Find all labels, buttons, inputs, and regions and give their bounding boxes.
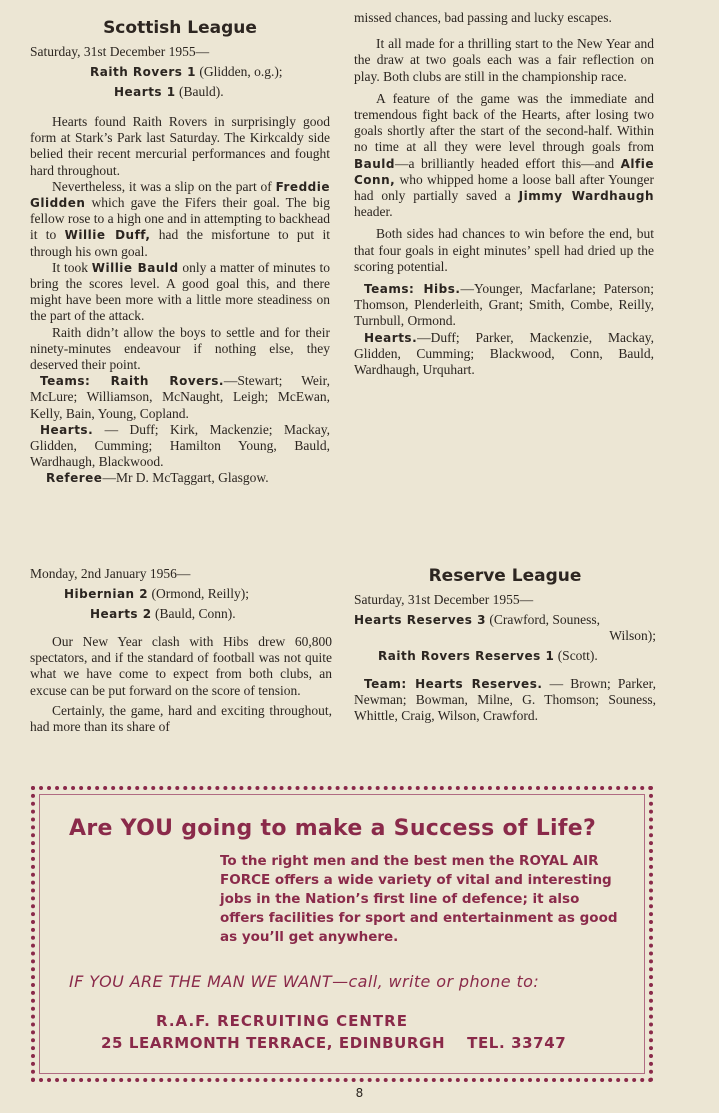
text: Nevertheless, it was a slip on the part of [52, 178, 276, 194]
referee-name: —Mr D. McTaggart, Glasgow. [102, 470, 269, 486]
text: men and the [308, 853, 414, 869]
page-number: 8 [355, 1086, 364, 1100]
result-line-cont [354, 628, 656, 644]
teams-paragraph [354, 330, 654, 379]
hibs-match-section [30, 566, 332, 735]
result-line [354, 612, 656, 628]
report-paragraph: Certainly, the game, hard and exciting throughout, had more than its share of [30, 702, 332, 735]
text: who whipped home a loose ball after Younger had only partially saved a [354, 171, 654, 204]
player-name: Alfie Conn, [354, 156, 654, 187]
advert-call-to-action: IF YOU ARE THE MAN WE WANT—call, write or phone to: [69, 972, 540, 991]
result-line [30, 64, 330, 80]
team-score: Raith Rovers 1 [90, 65, 196, 79]
team-lineup: —Duff; Parker, Mackenzie, Mackay, Glidden, Cumming; Blackwood, Conn, Bauld, Wardhaugh, Urquhart. [354, 329, 654, 378]
text: To the [220, 853, 272, 869]
teams-label: Team: Hearts Reserves. [364, 677, 543, 691]
report-paragraph: missed chances, bad passing and lucky escapes. [354, 10, 612, 25]
text: men the ROYAL AIR FORCE offers a wide variety of vital and interesting jobs in the Nation’s first line of defence; it also offers facilities for sport and entertainment as good as you’ll get anywhere. [220, 853, 618, 945]
teams-label: Hearts. [40, 422, 94, 437]
report-paragraph [354, 91, 654, 221]
reserve-league-section [354, 562, 656, 725]
teams-paragraph [30, 373, 330, 422]
team-score: Hibernian 2 [64, 587, 149, 601]
team-score: Hearts 1 [114, 85, 176, 99]
report-paragraph [30, 179, 330, 260]
recruiting-centre-name: R.A.F. RECRUITING CENTRE [156, 1012, 408, 1030]
advert-body [220, 852, 625, 947]
referee-line [30, 470, 330, 486]
text-emphasis: right [271, 853, 309, 869]
teams-label: Teams: Raith Rovers. [40, 374, 224, 389]
result-line [354, 648, 656, 664]
teams-label: Hearts. [364, 330, 418, 345]
match-date: Saturday, 31st December 1955— [30, 44, 210, 59]
player-name: Bauld [354, 156, 395, 171]
text: which gave the Fifers their goal. The big fellow rose to a high one and in attempting to backhead it to [30, 195, 330, 243]
team-score: Hearts 2 [90, 607, 152, 621]
scorers: (Glidden, o.g.); [199, 64, 283, 79]
report-paragraph: Raith didn’t allow the boys to settle and for their ninety-minutes endeavour if nothing else, they deserved their point. [30, 324, 330, 373]
team-score: Raith Rovers Reserves 1 [378, 649, 555, 663]
scorers: (Ormond, Reilly); [151, 586, 250, 601]
team-lineup: — Brown; Parker, Newman; Bowman, Milne, G. Thomson; Souness, Whittle, Craig, Wilson, Crawford. [354, 676, 656, 724]
telephone-number: TEL. 33747 [467, 1034, 567, 1052]
scorers: (Bauld, Conn). [154, 606, 236, 621]
report-paragraph: Both sides had chances to win before the end, but that four goals in eight minutes’ spell had dried up the scoring potential. [354, 226, 654, 274]
scorers: (Crawford, Souness, [489, 612, 600, 627]
player-name: Willie Bauld [91, 260, 179, 275]
player-name: Jimmy Wardhaugh [518, 189, 654, 204]
match-date: Saturday, 31st December 1955— [354, 592, 534, 607]
teams-paragraph [354, 676, 656, 725]
text: only a matter of minutes to bring the scores level. A good goal this, and there might have been more with a little more steadiness on the part of the attack. [30, 259, 331, 324]
scorers: (Scott). [557, 648, 598, 663]
team-lineup: —Younger, Macfarlane; Paterson; Thomson, Plenderleith, Grant; Smith, Combe, Reilly, Turnbull, Ormond. [354, 281, 655, 329]
scorers: Wilson); [609, 628, 656, 643]
hibs-report-continued [354, 10, 654, 378]
result-line [30, 84, 330, 100]
teams-label: Teams: Hibs. [364, 282, 461, 297]
text-emphasis: best [413, 853, 447, 869]
report-paragraph: It all made for a thrilling start to the New Year and the draw at two goals each was a fair reflection on play. Both clubs are still in the championship race. [354, 36, 654, 84]
reserve-league-heading: Reserve League [428, 566, 582, 586]
player-name: Willie Duff, [64, 228, 151, 243]
report-paragraph: Hearts found Raith Rovers in surprisingly good form at Stark’s Park last Saturday. The Kirkcaldy side belied their recent mercurial performances and fought hard throughout. [30, 114, 330, 178]
advert-headline: Are YOU going to make a Success of Life? [69, 816, 597, 841]
teams-paragraph [354, 281, 654, 330]
teams-paragraph [30, 422, 330, 471]
result-line [30, 606, 332, 622]
text: had the misfortune to put it through his own goal. [30, 227, 330, 259]
scottish-league-section [30, 14, 330, 487]
scorers: (Bauld). [178, 84, 224, 99]
text: It took [52, 259, 92, 275]
report-paragraph: Our New Year clash with Hibs drew 60,800 spectators, and if the standard of football was not quite what we have come to expect from both clubs, an excuse can be put forward on the score of tension. [30, 634, 332, 698]
text: header. [354, 204, 393, 220]
match-date: Monday, 2nd January 1956— [30, 566, 191, 581]
team-score: Hearts Reserves 3 [354, 613, 486, 627]
raf-advertisement [31, 786, 653, 1082]
text: A feature of the game was the immediate and tremendous fight back of the Hearts, after losing two goals shortly after the start of the second-half. Within no time at all they were level through goals from [354, 90, 654, 155]
recruiting-centre-address [101, 1034, 601, 1052]
scottish-league-heading: Scottish League [103, 18, 257, 38]
team-lineup: —Stewart; Weir, McLure; Williamson, McNaught, Leigh; McEwan, Kelly, Bain, Young, Copland. [30, 373, 330, 421]
report-paragraph [30, 260, 330, 325]
referee-label: Referee [46, 471, 103, 486]
team-lineup: — Duff; Kirk, Mackenzie; Mackay, Glidden, Cumming; Hamilton Young, Bauld, Wardhaugh, Blackwood. [30, 421, 330, 470]
street-address: 25 LEARMONTH TERRACE, EDINBURGH [101, 1034, 446, 1052]
result-line [30, 586, 332, 602]
text: —a brilliantly headed effort this—and [395, 155, 621, 171]
player-name: Freddie Glidden [30, 179, 330, 211]
